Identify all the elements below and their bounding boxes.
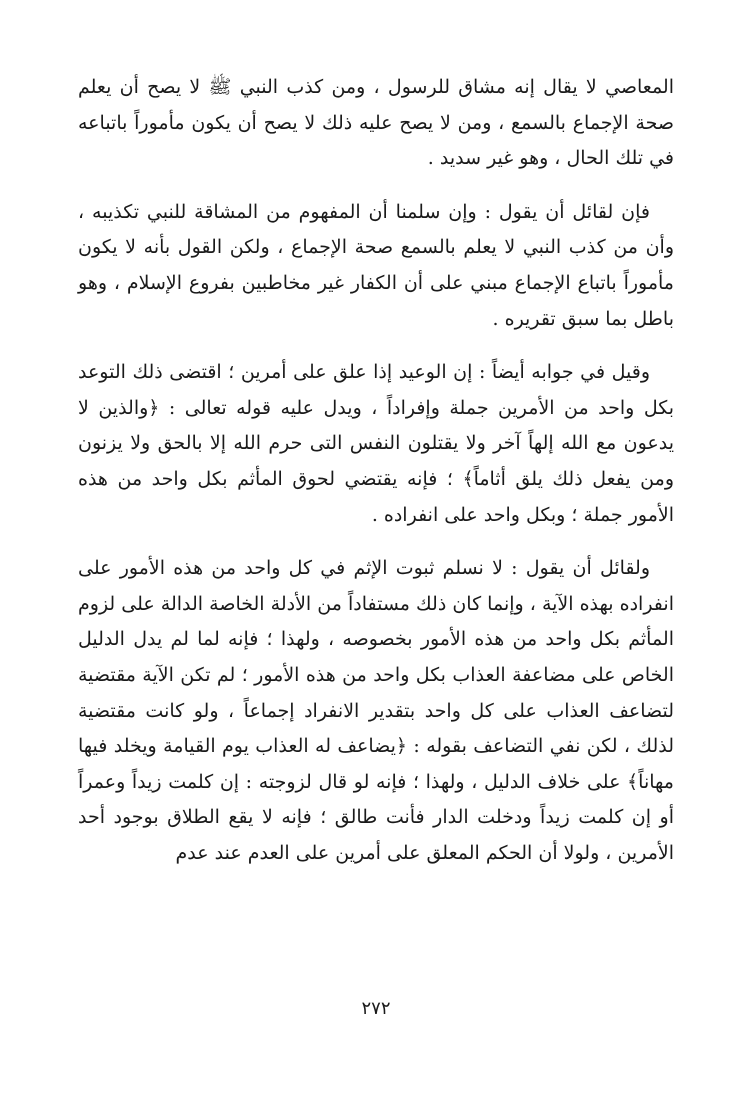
paragraph-4: ولقائل أن يقول : لا نسلم ثبوت الإثم في كل واحد من هذه الأمور على انفراده بهذه الآية ، وإنما كان ذلك مستفاداً من الأدلة الخاصة الدالة على لزوم المأثم بكل واحد من هذه الأمور بخصوصه ، ولهذا ؛ فإنه لما لم يدل الدليل الخاص على مضاعفة العذاب بكل واحد من هذه الأمور ؛ لم تكن الآية مقتضية لتضاعف العذاب على كل واحد بتقدير الانفراد إجماعاً ، ولو كانت مقتضية لذلك ، لكن نفي التضاعف بقوله : ﴿يضاعف له العذاب يوم القيامة ويخلد فيها مهاناً﴾ على خلاف الدليل ، ولهذا ؛ فإنه لو قال لزوجته : إن كلمت زيداً وعمراً أو إن كلمت زيداً ودخلت الدار فأنت طالق ؛ فإنه لا يقع الطلاق بوجود أحد الأمرين ، ولولا أن الحكم المعلق على أمرين على العدم عند عدم: [78, 557, 674, 864]
body-text: [78, 70, 674, 889]
paragraph-3: وقيل في جوابه أيضاً : إن الوعيد إذا علق على أمرين ؛ اقتضى ذلك التوعد بكل واحد من الأمرين جملة وإفراداً ، ويدل عليه قوله تعالى : ﴿والذين لا يدعون مع الله إلهاً آخر ولا يقتلون النفس التى حرم الله إلا بالحق ولا يزنون ومن يفعل ذلك يلق أثاماً﴾ ؛ فإنه يقتضي لحوق المأثم بكل واحد من هذه الأمور جملة ؛ وبكل واحد على انفراده .: [78, 361, 674, 526]
page-number: ٢٧٢: [361, 998, 391, 1019]
paragraph-1: المعاصي لا يقال إنه مشاق للرسول ، ومن كذب النبي ﷺ لا يصح أن يعلم صحة الإجماع بالسمع ، ومن لا يصح عليه ذلك لا يصح أن يكون مأموراً باتباعه في تلك الحال ، وهو غير سديد .: [78, 76, 674, 170]
paragraph-2: فإن لقائل أن يقول : وإن سلمنا أن المفهوم من المشاقة للنبي تكذيبه ، وأن من كذب النبي لا يعلم بالسمع صحة الإجماع ، ولكن القول بأنه لا يكون مأموراً باتباع الإجماع مبني على أن الكفار غير مخاطبين بفروع الإسلام ، وهو باطل بما سبق تقريره .: [78, 200, 675, 330]
